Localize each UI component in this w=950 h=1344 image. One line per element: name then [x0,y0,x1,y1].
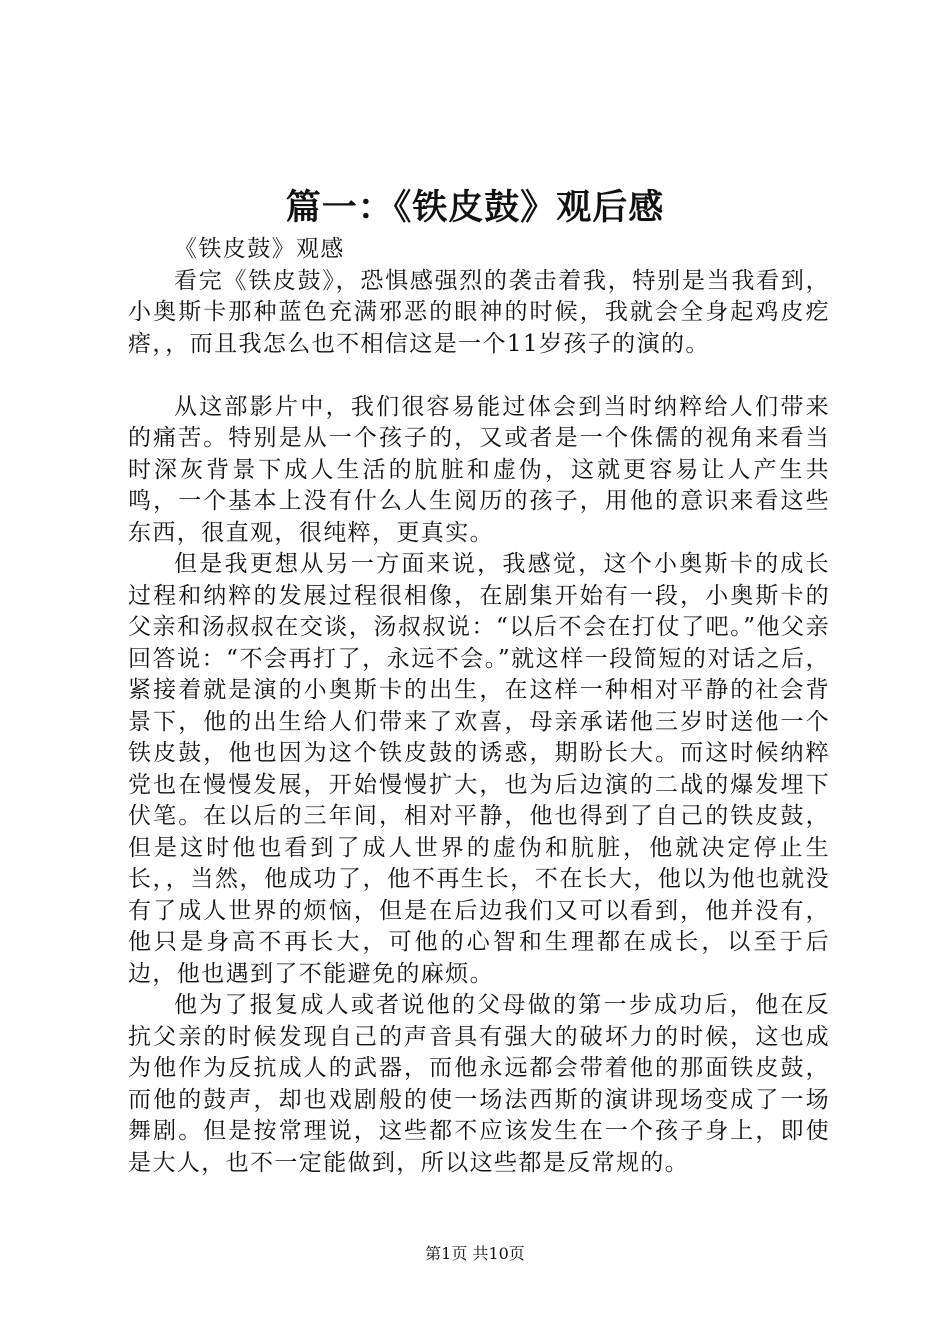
body-paragraph-1: 看完《铁皮鼓》，恐惧感强烈的袭击着我，特别是当我看到，小奥斯卡那种蓝色充满邪恶的眼神的时候，我就会全身起鸡皮疙瘩，，而且我怎么也不相信这是一个11岁孩子的演的。 [128,267,830,357]
subtitle-paragraph: 《铁皮鼓》观感 [174,236,345,262]
body-paragraph-4: 他为了报复成人或者说他的父母做的第一步成功后，他在反抗父亲的时候发现自己的声音具有强大的破坏力的时候，这也成为他作为反抗成人的武器，而他永远都会带着他的那面铁皮鼓，而他的鼓声，却也戏剧般的使一场法西斯的演讲现场变成了一场舞剧。但是按常理说，这些都不应该发生在一个孩子身上，即使是大人，也不一定能做到，所以这些都是反常规的。 [128,992,830,1176]
page-footer: 第1页 共10页 [425,1244,525,1263]
page-title: 篇一：《铁皮鼓》观后感 [285,187,665,228]
document-body [128,234,830,1179]
body-paragraph-3: 但是我更想从另一方面来说，我感觉，这个小奥斯卡的成长过程和纳粹的发展过程很相像，在剧集开始有一段，小奥斯卡的父亲和汤叔叔在交谈，汤叔叔说：“以后不会在打仗了吧。”他父亲回答说：“不会再打了，永远不会。”就这样一段简短的对话之后，紧接着就是演的小奥斯卡的出生，在这样一种相对平静的社会背景下，他的出生给人们带来了欢喜，母亲承诺他三岁时送他一个铁皮鼓，他也因为这个铁皮鼓的诱惑，期盼长大。而这时候纳粹党也在慢慢发展，开始慢慢扩大，也为后边演的二战的爆发埋下伏笔。在以后的三年间，相对平静，他也得到了自己的铁皮鼓，但是这时他也看到了成人世界的虚伪和肮脏，他就决定停止生长，，当然，他成功了，他不再生长，不在长大，他以为他也就没有了成人世界的烦恼，但是在后边我们又可以看到，他并没有，他只是身高不再长大，可他的心智和生理都在成长，以至于后边，他也遇到了不能避免的麻烦。 [128,551,830,987]
body-paragraph-2: 从这部影片中，我们很容易能过体会到当时纳粹给人们带来的痛苦。特别是从一个孩子的，又或者是一个侏儒的视角来看当时深灰背景下成人生活的肮脏和虚伪，这就更容易让人产生共鸣，一个基本上没有什么人生阅历的孩子，用他的意识来看这些东西，很直观，很纯粹，更真实。 [128,393,830,546]
